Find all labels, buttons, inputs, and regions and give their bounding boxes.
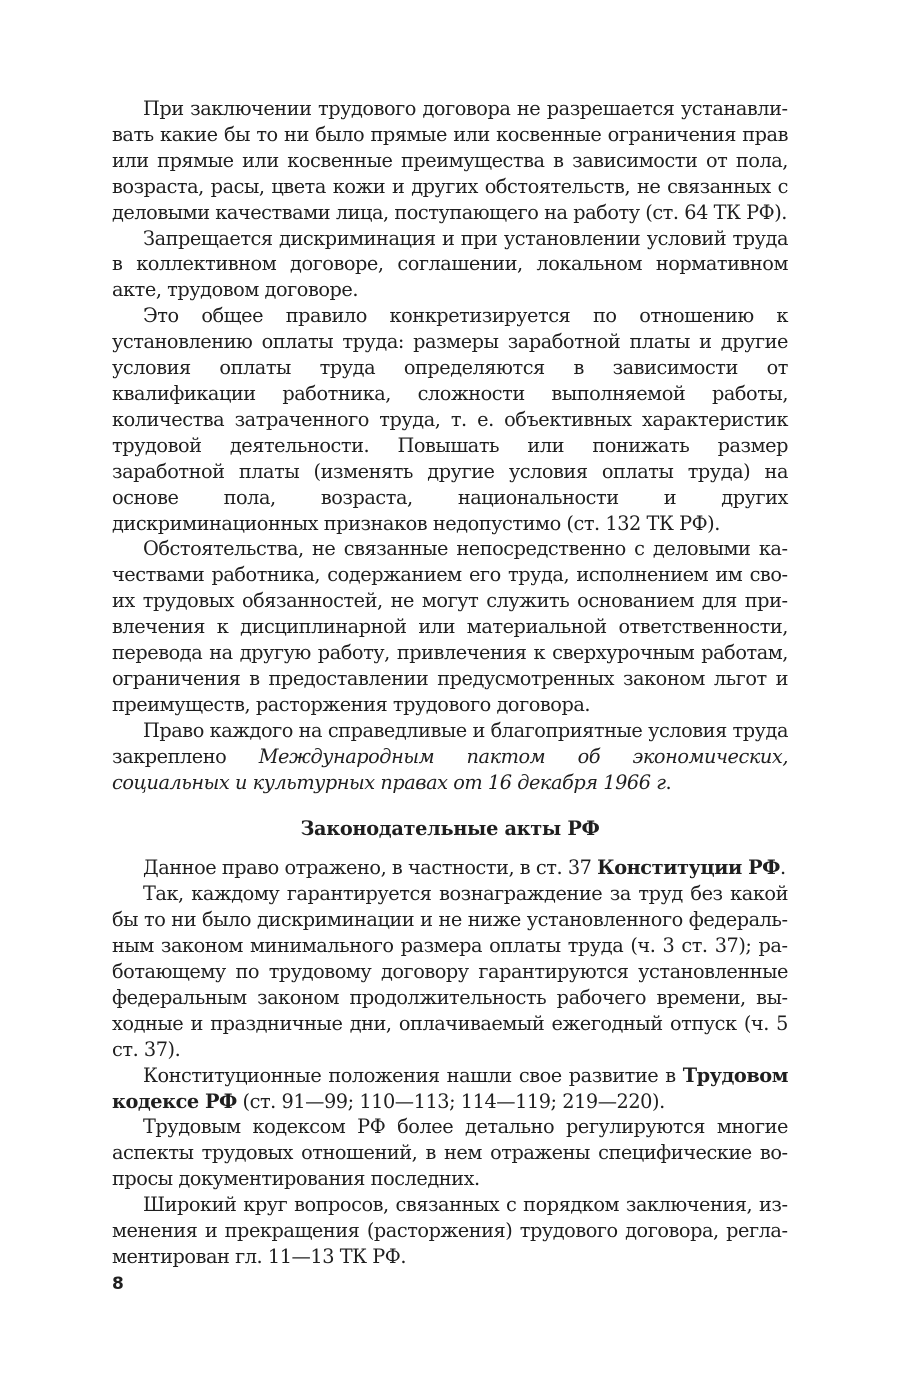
covenant-title-italic: Международным пактом об экономических, социальных и культурных правах от 16 декабря 1966 г	[112, 744, 788, 794]
paragraph	[112, 855, 788, 881]
text-run: Данное право отражено, в частности, в ст. 37	[143, 856, 598, 880]
text-run: (ст. 91—99; 110—113; 114—119; 219—220).	[236, 1089, 665, 1113]
paragraph	[112, 96, 788, 226]
page-number: 8	[112, 1274, 124, 1294]
paragraphs-before-heading	[112, 96, 788, 795]
text-run: Так, каждому гарантируется вознаграждение за труд без какой бы то ни было дискриминации и не ниже установленного федеральным законом минимального размера оплаты труда (ч. 3 ст. 37); работающему по трудовому договору гарантируются установленные федеральным законом продолжительность рабочего времени, выходные и праздничные дни, оплачиваемый ежегодный отпуск (ч. 5 ст. 37).	[112, 882, 788, 1061]
section-heading: Законодательные акты РФ	[300, 817, 600, 841]
text-run: Право каждого на справедливые и благоприятные условия труда закреплено	[112, 718, 788, 768]
paragraph	[112, 303, 788, 536]
text-run: .	[665, 770, 672, 794]
constitution-bold: Конституции РФ	[597, 856, 780, 880]
paragraph	[112, 536, 788, 717]
paragraph	[112, 226, 788, 304]
text-run: Широкий круг вопросов, связанных с порядком заключения, изменения и прекращения (расторжения) трудового договора, регламентирован гл. 11—13 ТК РФ.	[112, 1193, 788, 1268]
page-body	[112, 96, 788, 1270]
paragraph	[112, 1063, 788, 1115]
text-run: При заключении трудового договора не разрешается устанавливать какие бы то ни было прямые или косвенные ограничения прав или прямые или косвенные преимущества в зависимости от пола, возраста, расы, цвета кожи и других обстоятельств, не связанных с деловыми качествами лица, поступающего на работу (ст. 64 ТК РФ).	[112, 97, 788, 224]
paragraph	[112, 1192, 788, 1270]
text-run: .	[779, 856, 786, 880]
labor-code-bold: Трудовом кодексе РФ	[112, 1063, 788, 1113]
text-run: Конституционные положения нашли свое развитие в	[143, 1063, 683, 1087]
paragraphs-after-heading	[112, 855, 788, 1270]
paragraph	[112, 718, 788, 796]
paragraph	[112, 1114, 788, 1192]
text-run: Запрещается дискриминация и при установлении условий труда в коллективном договоре, соглашении, локальном нормативном акте, трудовом договоре.	[112, 226, 788, 302]
paragraph	[112, 881, 788, 1062]
text-run: Обстоятельства, не связанные непосредственно с деловыми качествами работника, содержанием его труда, исполнением им своих трудовых обязанностей, не могут служить основанием для привлечения к дисциплинарной или материальной ответственности, перевода на другую работу, привлечения к сверхурочным работам, ограничения в предоставлении предусмотренных законом льгот и преимуществ, расторжения трудового договора.	[112, 537, 788, 716]
text-run: Это общее правило конкретизируется по отношению к установлению оплаты труда: размеры заработной платы и другие условия оплаты труда определяются в зависимости от квалификации работника, сложности выполняемой работы, количества затраченного труда, т. е. объективных характеристик трудовой деятельности. Повышать или понижать размер заработной платы (изменять другие условия оплаты труда) на основе пола, возраста, национальности и других дискриминационных признаков недопустимо (ст. 132 ТК РФ).	[112, 304, 788, 535]
text-run: Трудовым кодексом РФ более детально регулируются многие аспекты трудовых отношений, в нем отражены специфические вопросы документирования последних.	[112, 1115, 788, 1191]
